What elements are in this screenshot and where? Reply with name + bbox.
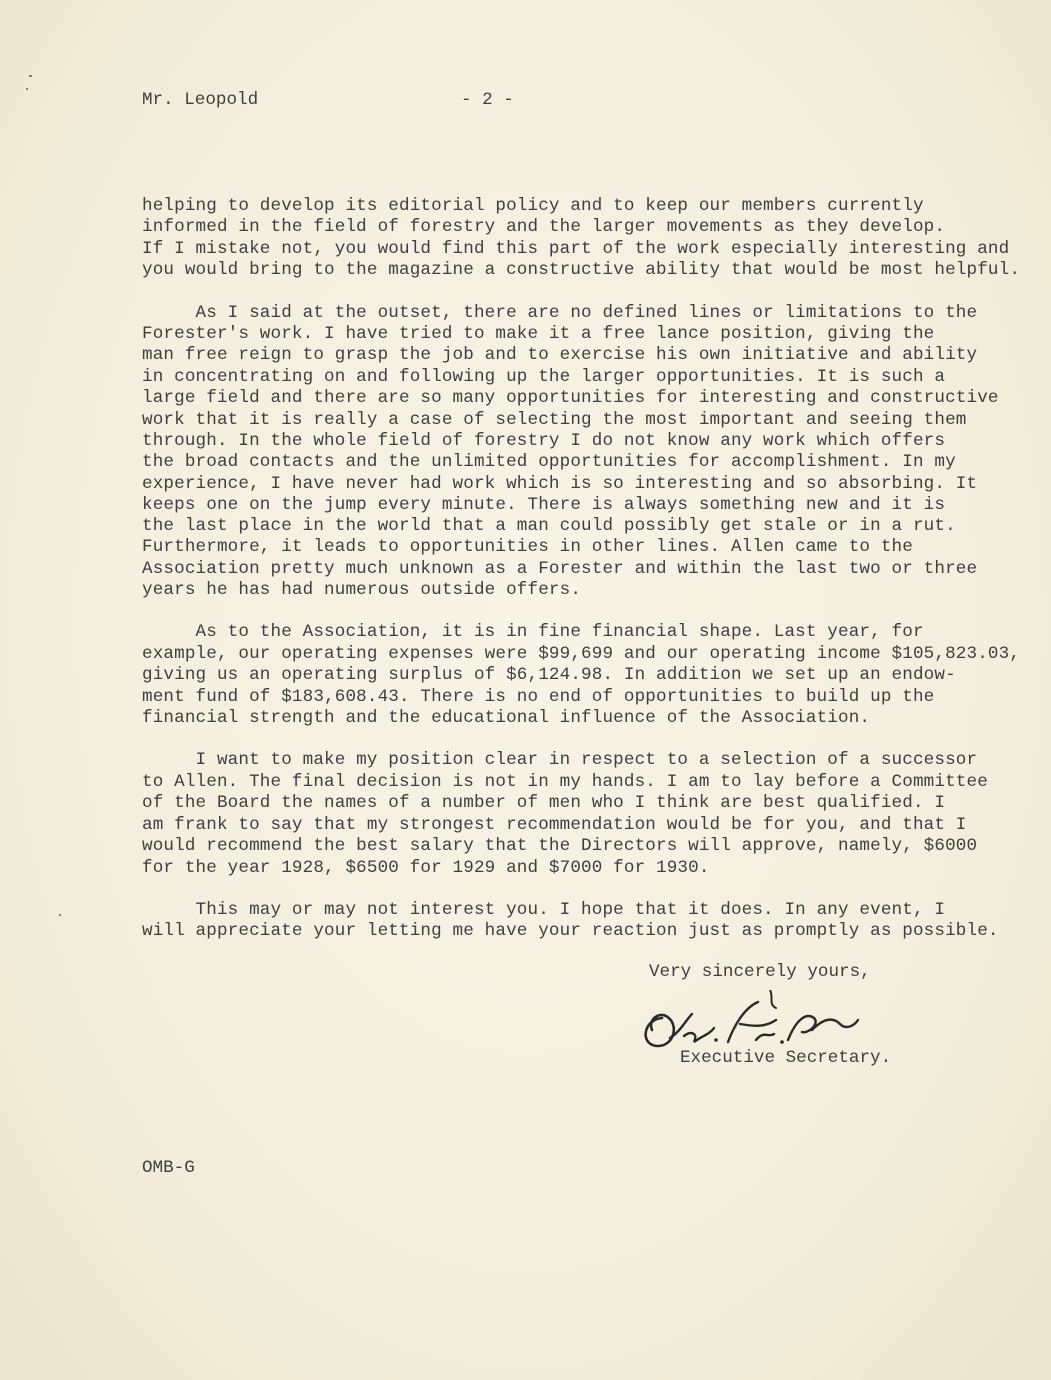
body-line: informed in the field of forestry and the larger movements as they develop. xyxy=(142,217,946,237)
body-line: giving us an operating surplus of $6,124.98. In addition we set up an endow- xyxy=(142,665,956,685)
signer-title: Executive Secretary. xyxy=(680,1048,892,1068)
body-line: man free reign to grasp the job and to exercise his own initiative and ability xyxy=(142,345,978,365)
body-line: large field and there are so many opportunities for interesting and constructive xyxy=(142,388,999,408)
body-line: would recommend the best salary that the Directors will approve, namely, $6000 xyxy=(142,836,978,856)
body-line: through. In the whole field of forestry I do not know any work which offers xyxy=(142,431,946,451)
addressee-header: Mr. Leopold xyxy=(142,90,259,110)
body-line: experience, I have never had work which is so interesting and so absorbing. It xyxy=(142,474,978,494)
paper-speck xyxy=(29,75,32,77)
closing-salutation: Very sincerely yours, xyxy=(649,962,871,982)
body-line: you would bring to the magazine a constructive ability that would be most helpful. xyxy=(142,260,1021,280)
body-line: will appreciate your letting me have your reaction just as promptly as possible. xyxy=(142,921,999,941)
body-line: As to the Association, it is in fine financial shape. Last year, for xyxy=(142,622,924,642)
body-line: keeps one on the jump every minute. There is always something new and it is xyxy=(142,495,946,515)
paper-speck xyxy=(59,914,61,916)
body-line: Association pretty much unknown as a Forester and within the last two or three xyxy=(142,559,978,579)
body-line: the broad contacts and the unlimited opportunities for accomplishment. In my xyxy=(142,452,956,472)
body-line: If I mistake not, you would find this part of the work especially interesting and xyxy=(142,239,1010,259)
body-line: for the year 1928, $6500 for 1929 and $7000 for 1930. xyxy=(142,858,710,878)
body-line: the last place in the world that a man could possibly get stale or in a rut. xyxy=(142,516,956,536)
body-line: ment fund of $183,608.43. There is no end of opportunities to build up the xyxy=(142,687,935,707)
body-line: Furthermore, it leads to opportunities in other lines. Allen came to the xyxy=(142,537,913,557)
body-line: Forester's work. I have tried to make it a free lance position, giving the xyxy=(142,324,935,344)
body-line: years he has had numerous outside offers. xyxy=(142,580,582,600)
reference-initials: OMB-G xyxy=(142,1158,195,1178)
body-line: I want to make my position clear in respect to a selection of a successor xyxy=(142,750,978,770)
paper-speck xyxy=(26,88,28,90)
body-line: helping to develop its editorial policy and to keep our members currently xyxy=(142,196,924,216)
page-number: - 2 - xyxy=(461,90,514,110)
body-line: of the Board the names of a number of men who I think are best qualified. I xyxy=(142,793,946,813)
body-line: to Allen. The final decision is not in my hands. I am to lay before a Committee xyxy=(142,772,988,792)
body-line: financial strength and the educational influence of the Association. xyxy=(142,708,871,728)
body-line: am frank to say that my strongest recommendation would be for you, and that I xyxy=(142,815,967,835)
body-line: example, our operating expenses were $99,699 and our operating income $105,823.03, xyxy=(142,644,1021,664)
body-line: This may or may not interest you. I hope that it does. In any event, I xyxy=(142,900,946,920)
body-line: As I said at the outset, there are no defined lines or limitations to the xyxy=(142,303,978,323)
body-line: work that it is really a case of selecting the most important and seeing them xyxy=(142,410,967,430)
body-line: in concentrating on and following up the larger opportunities. It is such a xyxy=(142,367,946,387)
